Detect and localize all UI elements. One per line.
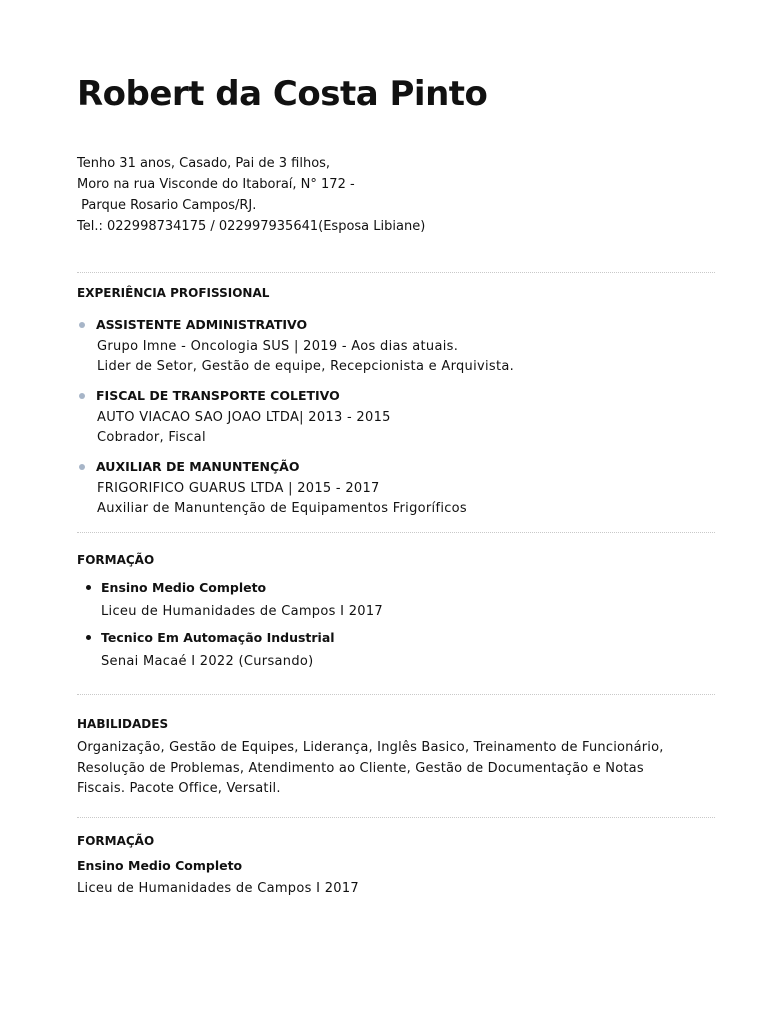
job-description: Cobrador, Fiscal (97, 430, 206, 445)
personal-info (77, 153, 425, 237)
education-detail: Senai Macaé I 2022 (Cursando) (101, 654, 314, 669)
job-title: FISCAL DE TRANSPORTE COLETIVO (96, 388, 340, 403)
candidate-name: Robert da Costa Pinto (77, 74, 488, 114)
education-heading: FORMAÇÃO (77, 834, 155, 848)
job-title: ASSISTENTE ADMINISTRATIVO (96, 317, 308, 332)
personal-info-line: Parque Rosario Campos/RJ. (77, 198, 257, 213)
job-company: AUTO VIACAO SAO JOAO LTDA| 2013 - 2015 (97, 410, 391, 425)
personal-info-line: Tel.: 022998734175 / 022997935641(Esposa Libiane) (77, 219, 426, 234)
skills-heading: HABILIDADES (77, 717, 169, 731)
education-title: Ensino Medio Completo (101, 580, 267, 595)
job-description: Lider de Setor, Gestão de equipe, Recepcionista e Arquivista. (97, 359, 515, 374)
section-divider (77, 817, 715, 818)
job-company: FRIGORIFICO GUARUS LTDA | 2015 - 2017 (97, 481, 380, 496)
section-divider (77, 532, 715, 533)
bullet-dot-icon (86, 635, 91, 640)
personal-info-line: Moro na rua Visconde do Itaboraí, N° 172 - (77, 177, 355, 192)
section-divider (77, 694, 715, 695)
education-heading: FORMAÇÃO (77, 553, 155, 567)
bullet-dot-icon (86, 585, 91, 590)
job-description: Auxiliar de Manuntenção de Equipamentos Frigoríficos (97, 501, 468, 516)
job-title: AUXILIAR DE MANUNTENÇÃO (96, 459, 300, 474)
education-title: Tecnico Em Automação Industrial (101, 630, 335, 645)
section-divider (77, 272, 715, 273)
bullet-dot-icon (79, 464, 85, 470)
education-detail: Liceu de Humanidades de Campos I 2017 (101, 604, 383, 619)
bullet-dot-icon (79, 393, 85, 399)
personal-info-line: Tenho 31 anos, Casado, Pai de 3 filhos, (77, 156, 331, 171)
experience-heading: EXPERIÊNCIA PROFISSIONAL (77, 286, 270, 300)
education-detail: Liceu de Humanidades de Campos I 2017 (77, 881, 359, 896)
bullet-dot-icon (79, 322, 85, 328)
education-title: Ensino Medio Completo (77, 858, 243, 873)
job-company: Grupo Imne - Oncologia SUS | 2019 - Aos dias atuais. (97, 339, 459, 354)
skills-text: Organização, Gestão de Equipes, Liderança, Inglês Basico, Treinamento de Funcionário, Resolução de Problemas, Atendimento ao Cliente, Gestão de Documentação e Notas Fiscais. Pacote Office, Versatil. (77, 740, 664, 796)
